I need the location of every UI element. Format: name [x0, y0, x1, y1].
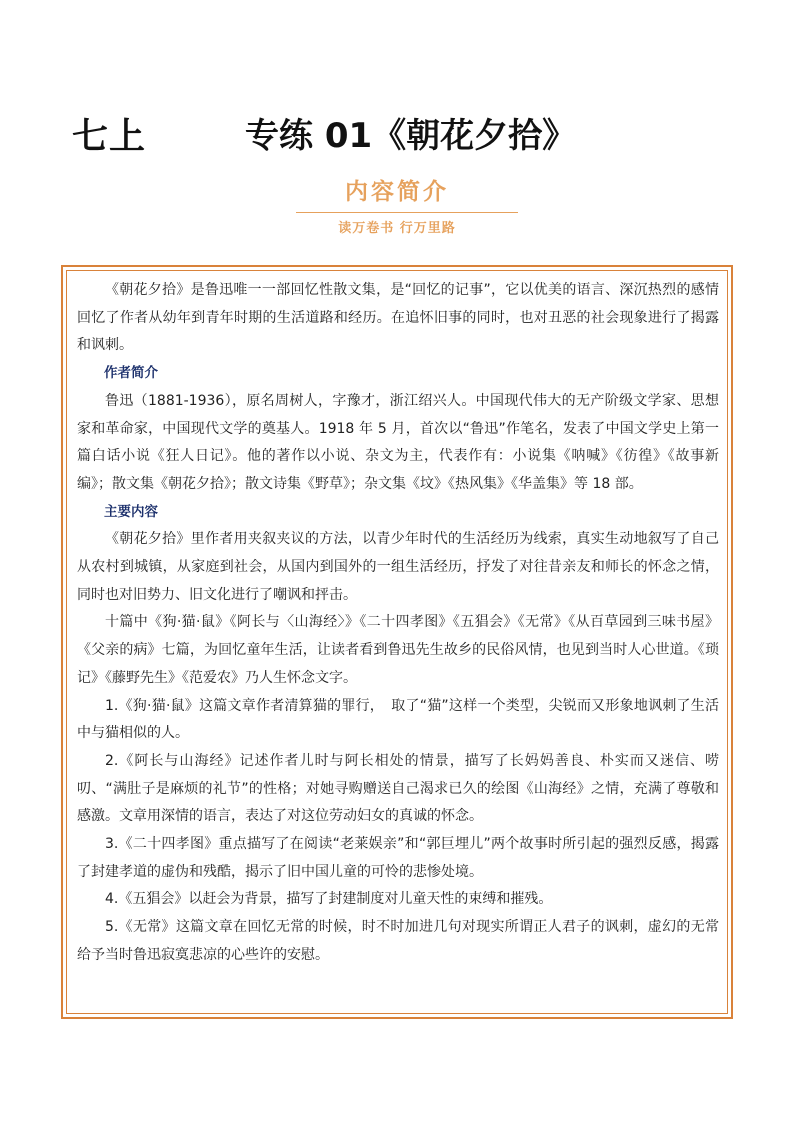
author-paragraph: 鲁迅（1881-1936），原名周树人，字豫才，浙江绍兴人。中国现代伟大的无产阶级文学家、思想家和革命家，中国现代文学的奠基人。1918 年 5 月，首次以“鲁迅”作笔名，发表了中国文学史上第一篇白话小说《狂人日记》。他的著作以小说、杂文为主，代表作有：小说集《呐喊》《彷徨》《故事新编》；散文集《朝花夕拾》；散文诗集《野草》；杂文集《坟》《热风集》《华盖集》等 18 部。	[77, 392, 719, 492]
author-heading: 作者简介	[104, 365, 158, 382]
list-item: 4.《五猖会》以赶会为背景，描写了封建制度对儿童天性的束缚和摧残。	[105, 891, 553, 908]
content-box	[61, 265, 733, 1019]
list-item: 1.《狗·猫·鼠》这篇文章作者清算猫的罪行， 取了“猫”这样一个类型，尖锐而又形象地讽刺了生活中与猫相似的人。	[77, 697, 719, 742]
list-item: 5.《无常》这篇文章在回忆无常的时候，时不时加进几句对现实所谓正人君子的讽刺，虚幻的无常给予当时鲁迅寂寞悲凉的心些许的安慰。	[77, 919, 719, 963]
section-title: 内容简介	[345, 179, 449, 205]
grade-label: 七上	[72, 116, 147, 157]
list-item: 3.《二十四孝图》重点描写了在阅读“老莱娱亲”和“郭巨埋儿”两个故事时所引起的强烈反感，揭露了封建孝道的虚伪和残酷，揭示了旧中国儿童的可怜的悲惨处境。	[77, 836, 719, 880]
section-motto: 读万卷书 行万里路	[338, 221, 456, 236]
section-divider	[296, 212, 518, 213]
content-body	[77, 277, 719, 970]
main-paragraph-1: 《朝花夕拾》里作者用夹叙夹议的方法，以青少年时代的生活经历为线索，真实生动地叙写了自己从农村到城镇，从家庭到社会，从国内到国外的一组生活经历，抒发了对往昔亲友和师长的怀念之情，同时也对旧势力、旧文化进行了嘲讽和抨击。	[77, 531, 719, 603]
page-header	[70, 108, 730, 158]
main-content-heading: 主要内容	[104, 503, 158, 520]
main-paragraph-2: 十篇中《狗·猫·鼠》《阿长与〈山海经〉》《二十四孝图》《五猖会》《无常》《从百草园到三味书屋》《父亲的病》七篇，为回忆童年生活，让读者看到鲁迅先生故乡的民俗风情，也见到当时人心世道。《琐记》《藤野先生》《范爱农》乃人生怀念文字。	[77, 614, 719, 686]
intro-paragraph: 《朝花夕拾》是鲁迅唯一一部回忆性散文集，是“回忆的记事”，它以优美的语言、深沉热烈的感情回忆了作者从幼年到青年时期的生活道路和经历。在追怀旧事的同时，也对丑恶的社会现象进行了揭露和讽刺。	[77, 282, 719, 354]
page-title: 专练 01《朝花夕拾》	[245, 116, 577, 156]
list-item: 2.《阿长与山海经》记述作者儿时与阿长相处的情景，描写了长妈妈善良、朴实而又迷信、唠叨、“满肚子是麻烦的礼节”的性格；对她寻购赠送自己渴求已久的绘图《山海经》之情，充满了尊敬和感激。文章用深情的语言，表达了对这位劳动妇女的真诚的怀念。	[77, 752, 719, 825]
section-heading	[0, 174, 794, 239]
